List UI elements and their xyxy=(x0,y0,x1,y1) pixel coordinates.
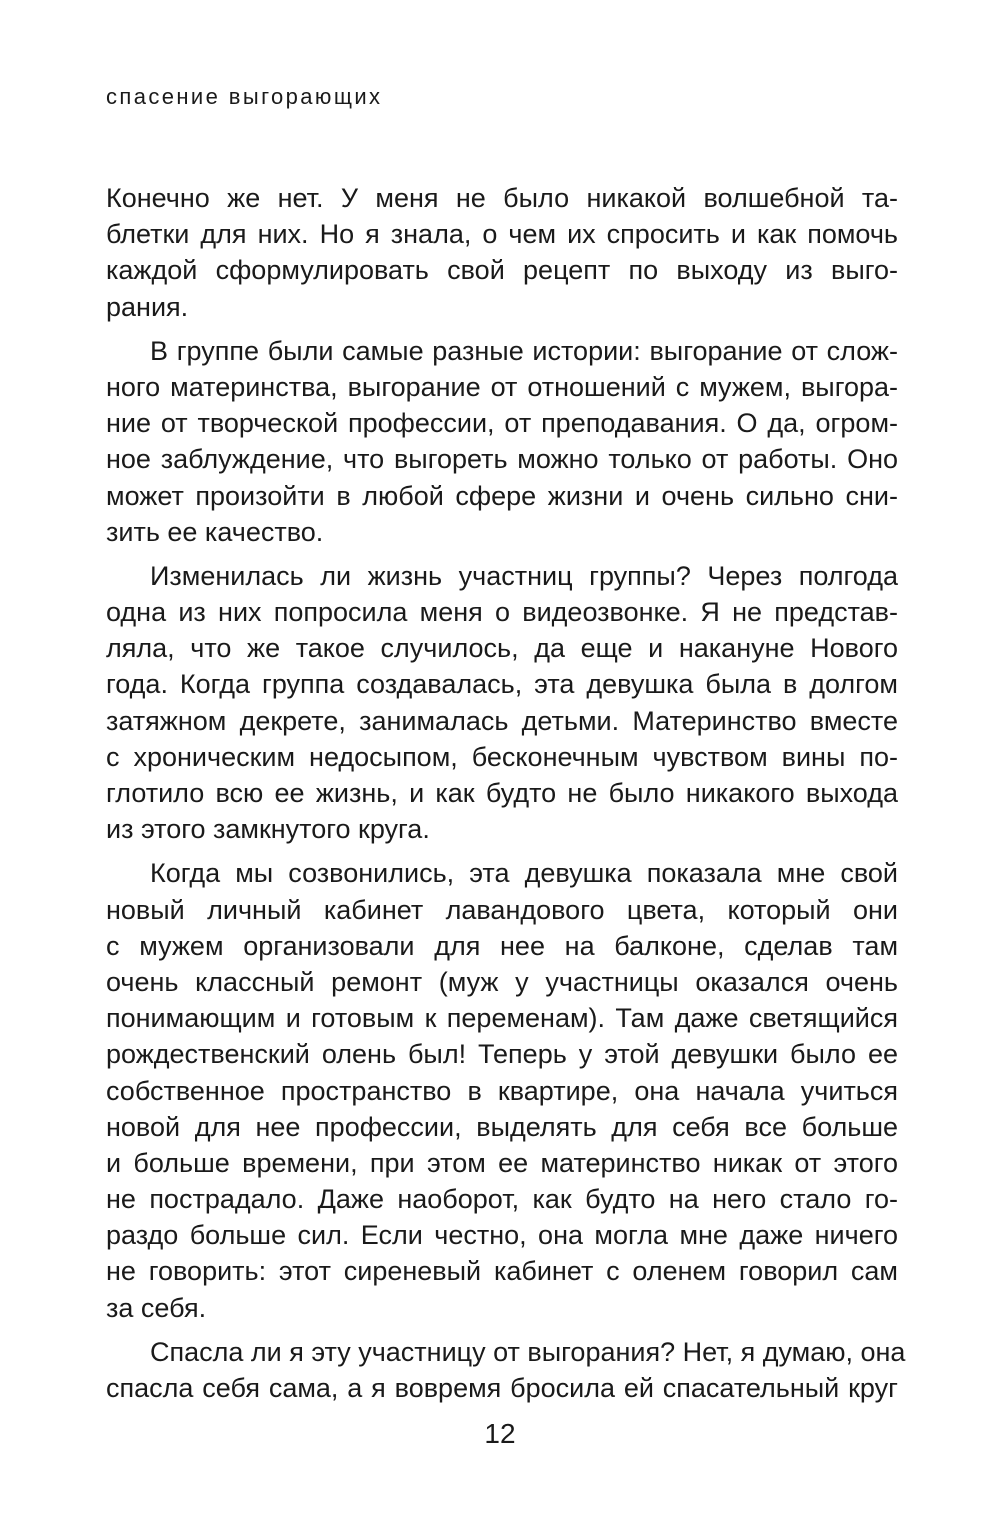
paragraph xyxy=(106,1334,906,1406)
text-line: новый личный кабинет лавандового цвета, который они xyxy=(106,894,898,925)
text-line: зить ее качество. xyxy=(106,516,324,547)
text-line: блетки для них. Но я знала, о чем их спросить и как помочь xyxy=(106,219,898,250)
text-line: из этого замкнутого круга. xyxy=(106,814,430,845)
text-line: не пострадало. Даже наоборот, как будто на него стало го- xyxy=(106,1184,898,1215)
paragraph xyxy=(106,333,898,550)
text-line: с хроническим недосыпом, бесконечным чувством вины по- xyxy=(106,741,898,772)
text-line: затяжном декрете, занималась детьми. Материнство вместе xyxy=(106,705,898,736)
text-line: может произойти в любой сфере жизни и очень сильно сни- xyxy=(106,480,898,511)
text-line: за себя. xyxy=(106,1292,207,1323)
text-line: ного материнства, выгорание от отношений с мужем, выгора- xyxy=(106,371,898,402)
text-line: новой для нее профессии, выделять для себя все больше xyxy=(106,1111,898,1142)
text-line: каждой сформулировать свой рецепт по выходу из выго- xyxy=(106,255,898,286)
text-line: ляла, что же такое случилось, да еще и накануне Нового xyxy=(106,633,898,664)
running-head: спасение выгорающих xyxy=(106,84,383,109)
text-line: ное заблуждение, что выгореть можно только от работы. Оно xyxy=(106,444,898,475)
text-line: очень классный ремонт (муж у участницы оказался очень xyxy=(106,966,898,997)
text-line: Спасла ли я эту участницу от выгорания? Нет, я думаю, она xyxy=(150,1336,906,1367)
text-line: раздо больше сил. Если честно, она могла мне даже ничего xyxy=(106,1220,898,1251)
paragraph xyxy=(106,855,898,1325)
text-line: В группе были самые разные истории: выгорание от слож- xyxy=(150,335,898,366)
text-line: глотило всю ее жизнь, и как будто не было никакого выхода xyxy=(106,778,898,808)
text-line: с мужем организовали для нее на балконе, сделав там xyxy=(106,930,898,961)
text-line: Когда мы созвонились, эта девушка показала мне свой xyxy=(150,858,898,889)
text-line: одна из них попросила меня о видеозвонке. Я не представ- xyxy=(106,597,898,628)
text-line: не говорить: этот сиреневый кабинет с оленем говорил сам xyxy=(106,1256,898,1287)
text-line: ние от творческой профессии, от преподавания. О да, огром- xyxy=(106,408,898,439)
text-line: спасла себя сама, а я вовремя бросила ей спасательный круг xyxy=(106,1373,898,1403)
text-line: и больше времени, при этом ее материнство никак от этого xyxy=(106,1147,898,1178)
text-line: понимающим и готовым к переменам). Там даже светящийся xyxy=(106,1003,898,1034)
paragraph xyxy=(106,558,898,848)
text-line: Конечно же нет. У меня не было никакой волшебной та- xyxy=(106,183,898,213)
page-number: 12 xyxy=(484,1418,516,1449)
text-line: Изменилась ли жизнь участниц группы? Через полгода xyxy=(150,560,898,591)
text-line: года. Когда группа создавалась, эта девушка была в долгом xyxy=(106,669,898,700)
paragraph xyxy=(106,180,898,325)
body-text xyxy=(106,180,906,1406)
text-line: рождественский олень был! Теперь у этой девушки было ее xyxy=(106,1039,898,1070)
text-line: рания. xyxy=(106,291,189,322)
text-line: собственное пространство в квартире, она начала учиться xyxy=(106,1075,898,1106)
